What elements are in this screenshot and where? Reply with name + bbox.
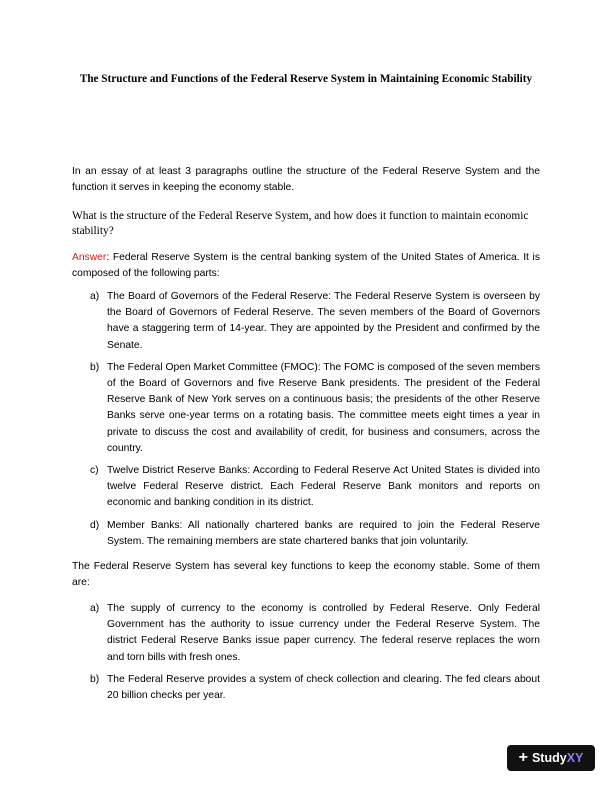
list-marker: c) xyxy=(90,465,99,477)
studyxy-badge[interactable] xyxy=(507,745,595,771)
essay-prompt: In an essay of at least 3 paragraphs outline the structure of the Federal Reserve System and the function it serves in keeping the economy stable. xyxy=(72,166,540,194)
answer-label: Answer xyxy=(72,252,107,263)
list-item xyxy=(72,463,540,512)
structure-list xyxy=(72,289,540,550)
list-item-text: The Federal Reserve provides a system of check collection and clearing. The fed clears about 20 billion checks per year. xyxy=(107,673,540,702)
list-marker: a) xyxy=(90,603,100,614)
list-item-text: Member Banks: All nationally chartered banks are required to join the Federal Reserve System. The remaining members are state chartered banks that join voluntarily. xyxy=(107,519,540,547)
list-item xyxy=(72,518,540,550)
list-marker: d) xyxy=(90,519,100,531)
answer-text: : Federal Reserve System is the central banking system of the United States of America. It is composed of the following parts: xyxy=(72,252,540,280)
list-marker: a) xyxy=(90,291,100,302)
list-marker: b) xyxy=(90,673,100,685)
list-item-text: The Federal Open Market Committee (FMOC): The FOMC is composed of the seven members of the Board of Governors and five Reserve Bank presidents. The president of the Federal Reserve Bank of New York serves on a continuous basis; the presidents of the other Reserve Banks serve one-year terms on a rotating basis. The committee meets eight times a year in private to discuss the cost and availability of credit, for business and consumers, across the country. xyxy=(107,361,540,454)
functions-intro: The Federal Reserve System has several key functions to keep the economy stable. Some of them are: xyxy=(72,561,540,589)
list-item xyxy=(72,601,540,666)
list-item-text: Twelve District Reserve Banks: According to Federal Reserve Act United States is divided into twelve Federal Reserve district. Each Federal Reserve Bank monitors and reports on economic and banking condition in its district. xyxy=(107,465,540,509)
list-item-text: The supply of currency to the economy is controlled by Federal Reserve. Only Federal Government has the authority to issue currency under the Federal Reserve System. The district Federal Reserve Banks issue paper currency. The federal reserve replaces the worn and torn bills with fresh ones. xyxy=(107,603,540,663)
question-text: What is the structure of the Federal Reserve System, and how does it function to maintain economic stability? xyxy=(72,210,529,237)
list-item xyxy=(72,289,540,354)
list-item xyxy=(72,672,540,704)
document-title: The Structure and Functions of the Federal Reserve System in Maintaining Economic Stability xyxy=(79,73,533,85)
plus-icon: + xyxy=(518,749,528,766)
list-item-text: The Board of Governors of the Federal Reserve: The Federal Reserve System is overseen by the Board of Governors of Federal Reserve. The seven members of the Board of Governors have a staggering term of 14-year. They are appointed by the President and confirmed by the Senate. xyxy=(107,291,540,351)
list-marker: b) xyxy=(90,361,100,373)
functions-list xyxy=(72,601,540,704)
brand-accent: XY xyxy=(566,751,584,765)
brand-main: Study xyxy=(531,751,567,765)
answer-paragraph xyxy=(72,250,540,282)
list-item xyxy=(72,360,540,457)
